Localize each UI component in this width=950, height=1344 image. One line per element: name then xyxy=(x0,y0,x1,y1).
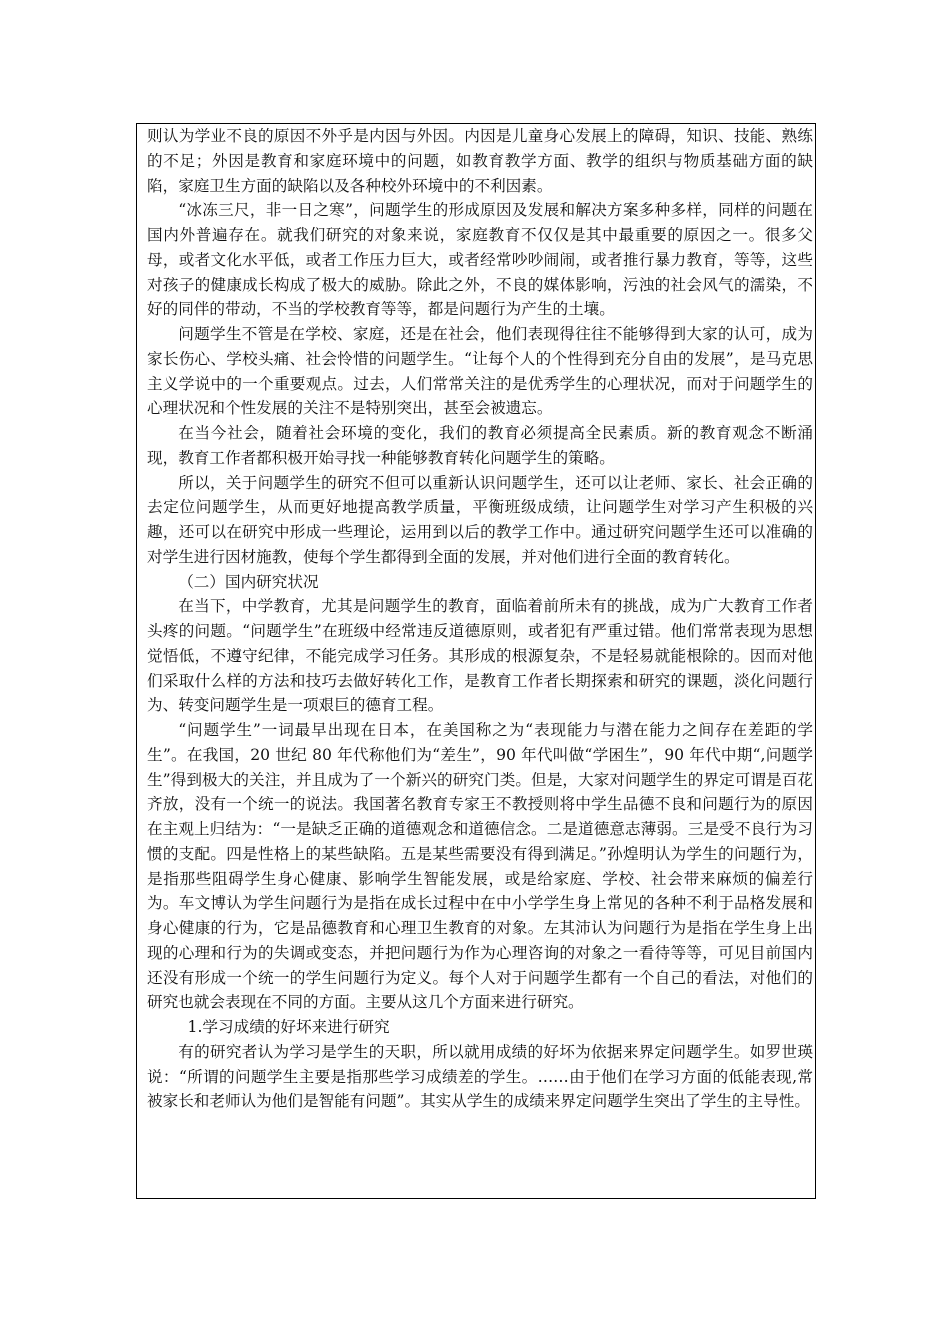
paragraph-4: 在当今社会，随着社会环境的变化，我们的教育必须提高全民素质。新的教育观念不断涌现，教育工作者都积极开始寻找一种能够教育转化问题学生的策略。 xyxy=(147,424,813,467)
paragraph-7: “问题学生”一词最早出现在日本，在美国称之为“表现能力与潜在能力之间存在差距的学生”。在我国，20 世纪 80 年代称他们为“差生”，90 年代叫做“学困生”，90 年代中期“,问题学生”得到极大的关注，并且成为了一个新兴的研究门类。但是，大家对问题学生的界定可谓是百花齐放，没有一个统一的说法。我国著名教育专家王不教授则将中学生品德不良和问题行为的原因在主观上归结为：“一是缺乏正确的道德观念和道德信念。二是道德意志薄弱。三是受不良行为习惯的支配。四是性格上的某些缺陷。五是某些需要没有得到满足。”孙煌明认为学生的问题行为，是指那些阻碍学生身心健康、影响学生智能发展，或是给家庭、学校、社会带来麻烦的偏差行为。车文博认为学生问题行为是指在成长过程中在中小学学生身上常见的各种不利于品格发展和身心健康的行为，它是品德教育和心理卫生教育的对象。左其沛认为问题行为是指在学生身上出现的心理和行为的失调或变态，并把问题行为作为心理咨询的对象之一看待等等，可见目前国内还没有形成一个统一的学生问题行为定义。每个人对于问题学生都有一个自己的看法，对他们的研究也就会表现在不同的方面。主要从这几个方面来进行研究。 xyxy=(147,721,813,1012)
paragraph-3: 问题学生不管是在学校、家庭，还是在社会，他们表现得往往不能够得到大家的认可，成为家长伤心、学校头痛、社会怜惜的问题学生。“让每个人的个性得到充分自由的发展”，是马克思主义学说中的一个重要观点。过去，人们常常关注的是优秀学生的心理状况，而对于问题学生的心理状况和个性发展的关注不是特别突出，甚至会被遗忘。 xyxy=(147,325,813,418)
section-heading-domestic-research: （二）国内研究状况 xyxy=(178,572,319,591)
subheading-academic-performance: 1.学习成绩的好坏来进行研究 xyxy=(187,1018,390,1036)
document-body xyxy=(147,124,813,1114)
paragraph-5: 所以，关于问题学生的研究不但可以重新认识问题学生，还可以让老师、家长、社会正确的去定位问题学生，从而更好地提高教学质量，平衡班级成绩，让问题学生对学习产生积极的兴趣，还可以在研究中形成一些理论，运用到以后的教学工作中。通过研究问题学生还可以准确的对学生进行因材施教，使每个学生都得到全面的发展，并对他们进行全面的教育转化。 xyxy=(147,473,813,566)
paragraph-6: 在当下，中学教育，尤其是问题学生的教育，面临着前所未有的挑战，成为广大教育工作者头疼的问题。“问题学生”在班级中经常违反道德原则，或者犯有严重过错。他们常常表现为思想觉悟低，不遵守纪律，不能完成学习任务。其形成的根源复杂，不是轻易就能根除的。因而对他们采取什么样的方法和技巧去做好转化工作，是教育工作者长期探索和研究的课题，淡化问题行为、转变问题学生是一项艰巨的德育工程。 xyxy=(147,597,813,715)
paragraph-1: 则认为学业不良的原因不外乎是内因与外因。内因是儿童身心发展上的障碍，知识、技能、熟练的不足；外因是教育和家庭环境中的问题，如教育教学方面、教学的组织与物质基础方面的缺陷，家庭卫生方面的缺陷以及各种校外环境中的不利因素。 xyxy=(147,127,813,195)
paragraph-8: 有的研究者认为学习是学生的天职，所以就用成绩的好坏为依据来界定问题学生。如罗世瑛说：“所谓的问题学生主要是指那些学习成绩差的学生。……由于他们在学习方面的低能表现,常被家长和老师认为他们是智能有问题”。其实从学生的成绩来界定问题学生突出了学生的主导性。 xyxy=(147,1042,813,1111)
paragraph-2: “冰冻三尺，非一日之寒”，问题学生的形成原因及发展和解决方案多种多样，同样的问题在国内外普遍存在。就我们研究的对象来说，家庭教育不仅仅是其中最重要的原因之一。很多父母，或者文化水平低，或者工作压力巨大，或者经常吵吵闹闹，或者推行暴力教育，等等，这些对孩子的健康成长构成了极大的威胁。除此之外，不良的媒体影响，污浊的社会风气的濡染，不好的同伴的带动，不当的学校教育等等，都是问题行为产生的土壤。 xyxy=(147,201,813,319)
